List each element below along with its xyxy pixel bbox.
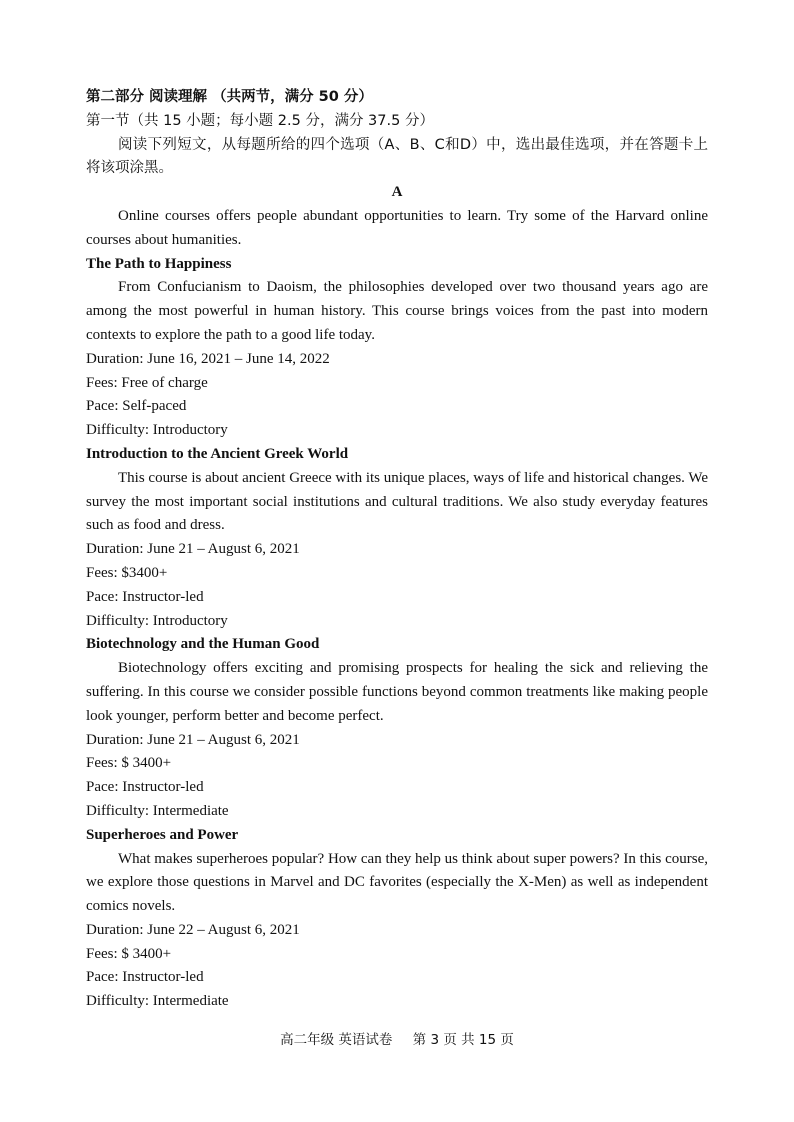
course-difficulty: Difficulty: Introductory (86, 612, 228, 629)
course-description: What makes superheroes popular? How can they help us think about super powers? In this course, we explore those questions in Marvel and DC favorites (especially the X-Men) as well as independent comics novels. (86, 850, 708, 915)
course-block (86, 633, 708, 823)
course-title: Superheroes and Power (86, 826, 239, 843)
course-fees: Fees: $3400+ (86, 564, 168, 581)
passage-label: A (391, 184, 403, 201)
course-title: Introduction to the Ancient Greek World (86, 445, 349, 462)
course-title: The Path to Happiness (86, 255, 232, 272)
course-duration: Duration: June 16, 2021 – June 14, 2022 (86, 350, 330, 367)
course-title: Biotechnology and the Human Good (86, 636, 320, 653)
course-pace: Pace: Instructor-led (86, 969, 204, 986)
page-content (86, 86, 708, 1014)
part-title: 第二部分 阅读理解 （共两节，满分 50 分） (86, 89, 373, 105)
course-fees: Fees: $ 3400+ (86, 755, 172, 772)
course-block (86, 443, 708, 633)
course-difficulty: Difficulty: Intermediate (86, 802, 229, 819)
course-block (86, 824, 708, 1014)
course-duration: Duration: June 21 – August 6, 2021 (86, 541, 300, 558)
course-description: From Confucianism to Daoism, the philosophies developed over two thousand years ago are among the most powerful in human history. This course brings voices from the past into modern contexts to explore the path to a good life today. (86, 279, 708, 343)
course-pace: Pace: Self-paced (86, 398, 187, 415)
course-fees: Fees: $ 3400+ (86, 945, 172, 962)
course-difficulty: Difficulty: Introductory (86, 422, 228, 439)
page-number: 第 3 页 共 15 页 (412, 1032, 514, 1048)
course-duration: Duration: June 22 – August 6, 2021 (86, 921, 300, 938)
course-pace: Pace: Instructor-led (86, 779, 204, 796)
exam-name: 高二年级 英语试卷 (280, 1032, 393, 1048)
course-description: Biotechnology offers exciting and promising prospects for healing the sick and relieving the suffering. In this course we consider possible functions beyond common treatments like making people look younger, perform better and become perfect. (86, 660, 708, 724)
section-title: 第一节（共 15 小题；每小题 2.5 分，满分 37.5 分） (86, 112, 434, 129)
instruction-text: 阅读下列短文，从每题所给的四个选项（A、B、C和D）中，选出最佳选项，并在答题卡上将该项涂黑。 (86, 136, 708, 177)
course-fees: Fees: Free of charge (86, 374, 208, 391)
course-block (86, 253, 708, 443)
course-difficulty: Difficulty: Intermediate (86, 993, 229, 1010)
page-footer (0, 1028, 794, 1048)
course-description: This course is about ancient Greece with its unique places, ways of life and historical changes. We survey the most important social institutions and cultural traditions. We also study everyday features such as food and dress. (86, 469, 708, 534)
course-duration: Duration: June 21 – August 6, 2021 (86, 731, 300, 748)
course-pace: Pace: Instructor-led (86, 588, 204, 605)
passage-intro: Online courses offers people abundant opportunities to learn. Try some of the Harvard online courses about humanities. (86, 207, 708, 248)
